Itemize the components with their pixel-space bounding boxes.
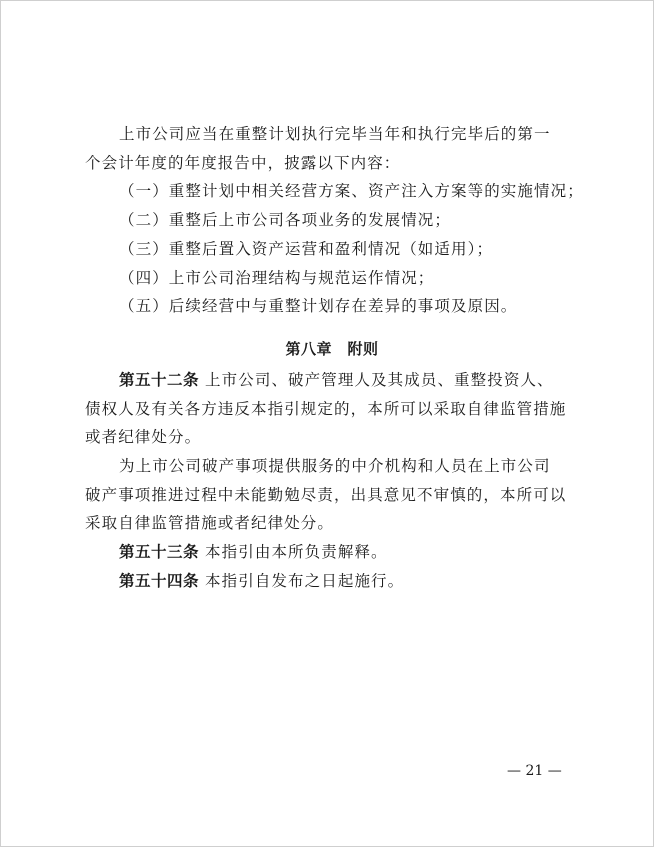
list-item-5: （五）后续经营中与重整计划存在差异的事项及原因。 <box>119 297 518 316</box>
article-52-para2-line-2: 破产事项推进过程中未能勤勉尽责，出具意见不审慎的，本所可以 <box>85 485 567 504</box>
list-item-2: （二）重整后上市公司各项业务的发展情况； <box>119 211 452 230</box>
article-54-text: 本指引自发布之日起施行。 <box>199 571 405 590</box>
article-52-label: 第五十二条 <box>119 370 200 389</box>
article-53-label: 第五十三条 <box>119 543 200 562</box>
list-item-1: （一）重整计划中相关经营方案、资产注入方案等的实施情况； <box>119 182 584 201</box>
chapter-title: 第八章 附则 <box>285 339 379 358</box>
article-52-line-2: 债权人及有关各方违反本指引规定的，本所可以采取自律监管措施 <box>85 399 567 418</box>
article-54-line <box>85 567 579 596</box>
article-52-line-1 <box>85 366 579 395</box>
article-52-line-3: 或者纪律处分。 <box>85 428 202 447</box>
article-52-para2-line-3: 采取自律监管措施或者纪律处分。 <box>85 514 335 533</box>
article-54-label: 第五十四条 <box>119 571 200 590</box>
article-52-para2-line-1: 为上市公司破产事项提供服务的中介机构和人员在上市公司 <box>119 457 551 476</box>
article-53-text: 本指引由本所负责解释。 <box>199 543 388 562</box>
list-item-4: （四）上市公司治理结构与规范运作情况； <box>119 268 435 287</box>
list-item-3: （三）重整后置入资产运营和盈利情况（如适用）； <box>119 239 494 258</box>
page-content <box>85 120 584 596</box>
article-53-line <box>85 538 579 567</box>
intro-line-1: 上市公司应当在重整计划执行完毕当年和执行完毕后的第一 <box>119 125 551 143</box>
intro-line-2: 个会计年度的年度报告中，披露以下内容： <box>85 153 401 172</box>
page-number: — 21 — <box>507 763 562 779</box>
article-52-text-1: 上市公司、破产管理人及其成员、重整投资人、 <box>199 370 554 389</box>
